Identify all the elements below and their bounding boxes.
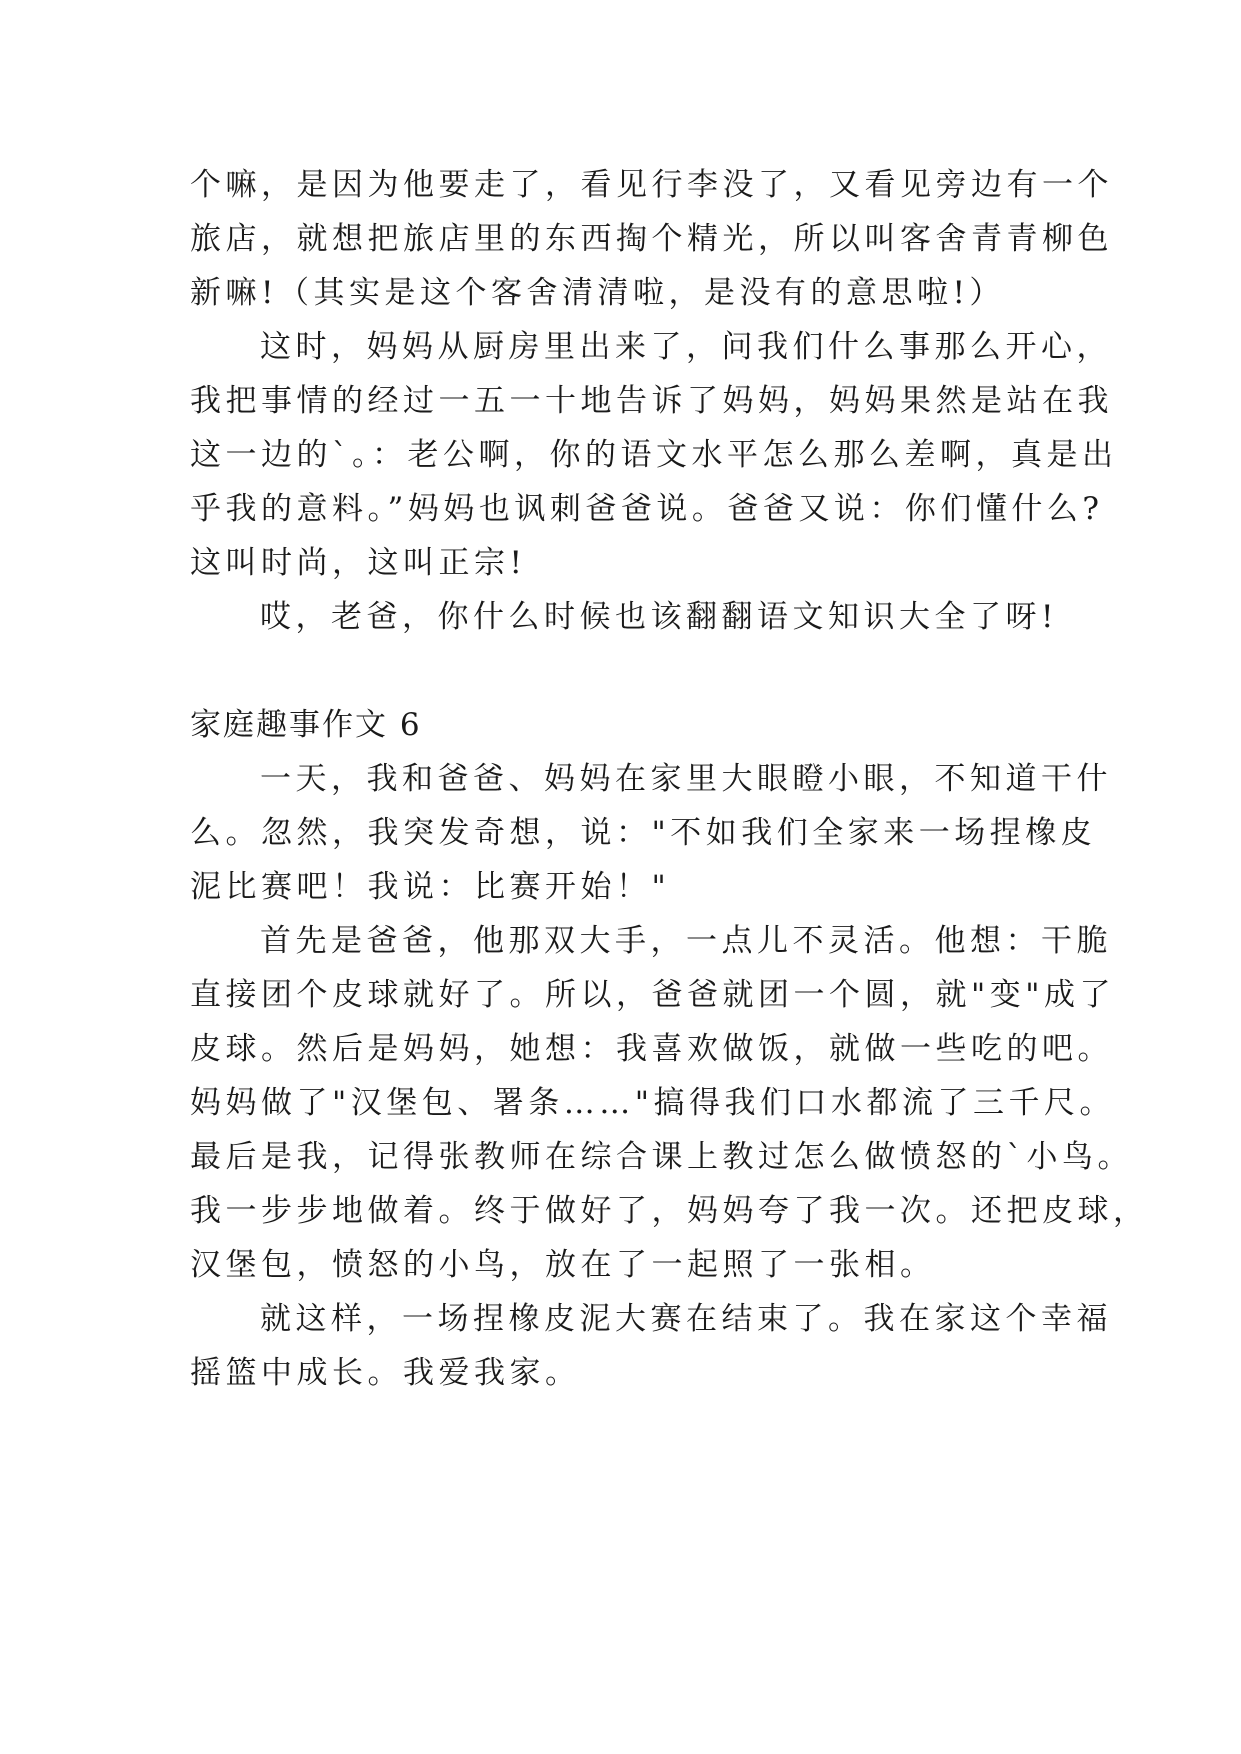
paragraph-continued [190,158,1113,320]
paragraph [190,914,1149,1292]
text-line: 哎，老爸，你什么时候也该翻翻语文知识大全了呀! [260,599,1058,635]
section-heading: 家庭趣事作文 6 [190,707,422,743]
text-line: 首先是爸爸，他那双大手，一点儿不灵活。他想：干脆 [260,923,1112,959]
text-line: 乎我的意料。”妈妈也讽刺爸爸说。爸爸又说：你们懂什么? [190,491,1104,527]
text-line: 我把事情的经过一五一十地告诉了妈妈，妈妈果然是站在我 [190,383,1113,419]
text-line: 妈妈做了"汉堡包、署条……"搞得我们口水都流了三千尺。 [190,1085,1116,1121]
text-line: 新嘛!（其实是这个客舍清清啦，是没有的意思啦!） [190,275,1005,311]
text-line: 摇篮中成长。我爱我家。 [190,1355,581,1391]
text-line: 直接团个皮球就好了。所以，爸爸就团一个圆，就"变"成了 [190,977,1116,1013]
text-line: 一天，我和爸爸、妈妈在家里大眼瞪小眼，不知道干什 [260,761,1112,797]
paragraph [190,752,1112,914]
text-line: 最后是我，记得张教师在综合课上教过怎么做愤怒的`小鸟。 [190,1139,1133,1175]
paragraph [190,1292,1112,1400]
text-line: 就这样，一场捏橡皮泥大赛在结束了。我在家这个幸福 [260,1301,1112,1337]
text-line: 这叫时尚，这叫正宗! [190,545,527,581]
paragraph [190,590,1060,644]
text-line: 这时，妈妈从厨房里出来了，问我们什么事那么开心， [260,329,1112,365]
text-line: 泥比赛吧！我说：比赛开始！" [190,869,671,905]
text-line: 我一步步地做着。终于做好了，妈妈夸了我一次。还把皮球， [190,1193,1149,1229]
text-line: 个嘛，是因为他要走了，看见行李没了，又看见旁边有一个 [190,167,1113,203]
paragraph [190,320,1118,590]
document-body [190,158,1149,1400]
text-line: 这一边的`。：老公啊，你的语文水平怎么那么差啊，真是出 [190,437,1118,473]
text-line: 皮球。然后是妈妈，她想：我喜欢做饭，就做一些吃的吧。 [190,1031,1113,1067]
text-line: 旅店，就想把旅店里的东西掏个精光，所以叫客舍青青柳色 [190,221,1113,257]
text-line: 么。忽然，我突发奇想，说："不如我们全家来一场捏橡皮 [190,815,1097,851]
text-line: 汉堡包，愤怒的小鸟，放在了一起照了一张相。 [190,1247,936,1283]
